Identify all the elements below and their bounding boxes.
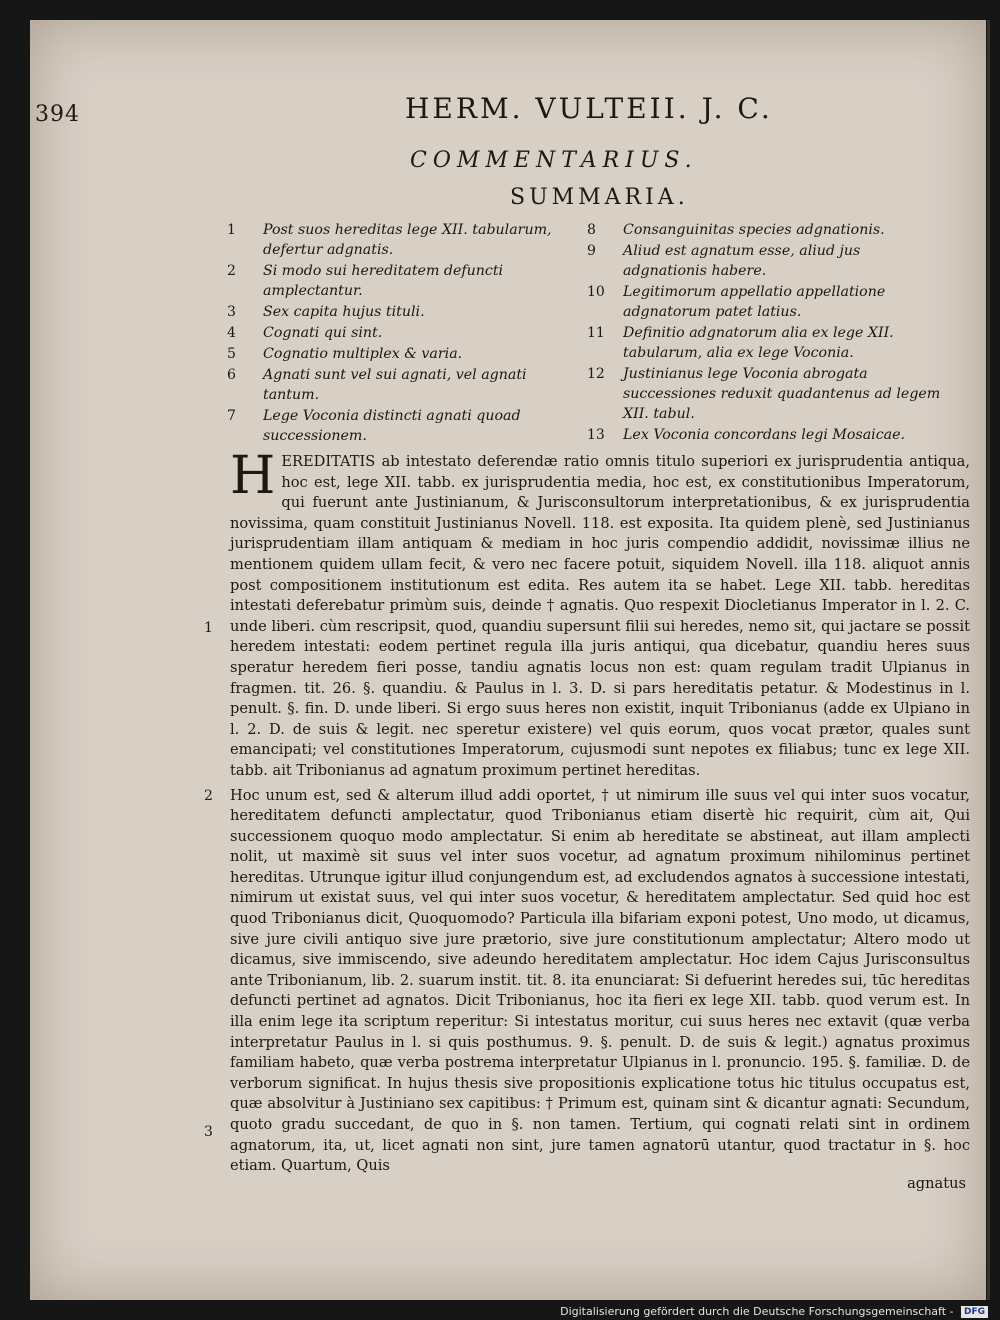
summaria-left-column — [225, 220, 585, 447]
credit-text: Digitalisierung gefördert durch die Deutsche Forschungsgemeinschaft - — [560, 1305, 954, 1318]
summary-item: 3 Sex capita hujus tituli. — [227, 304, 425, 320]
dfg-logo-icon: DFG — [961, 1306, 988, 1318]
page-header — [35, 82, 820, 127]
digitization-credit — [560, 1305, 988, 1318]
summary-item: 2 Si modo sui hereditatem defuncti amplectantur. — [227, 263, 504, 299]
margin-number: 2 — [204, 787, 213, 804]
summary-item: 1 Post suos hereditas lege XII. tabularum, defertur adgnatis. — [227, 222, 552, 258]
summary-item: 6 Agnati sunt vel sui agnati, vel agnati tantum. — [227, 367, 527, 403]
summary-item: 5 Cognatio multiplex & varia. — [227, 346, 463, 362]
paragraph-text: Hoc unum est, sed & alterum illud addi oportet, † ut nimirum ille suus vel qui inter suos vocatur, hereditatem defuncti amplectatur, quod Tribonianus etiam disertè hic requirit, cùm ait, Qui successionem quoquo modo amplectatur. Si enim ab hereditate se abstineat, aut illam amplecti nolit, ut maximè sit suus vel inter suos vocetur, ad agnatum proximum nihilominus pertinet hereditas. Utrunque igitur illud conjungendum est, ad excludendos agnatos à successione intestati, nimirum ut existat suus, vel qui inter suos vocetur, & hereditatem amplectatur. Sed quid hoc est quod Tribonianus dicit, Quoquomodo? Particula illa bifariam exponi potest, Uno modo, ut dicamus, sive jure civili antiquo sive jure prætorio, sive jure constitutionum amplectatur; Altero modo ut dicamus, sive immiscendo, sive adeundo hereditatem amplectatur. Hoc idem Cajus Jurisconsultus ante Tribonianum, lib. 2. suarum instit. tit. 8. ita enunciarat: Si defuerint heredes sui, tūc hereditas defuncti pertinet ad agnatos. Dicit Tribonianus, hoc ita fieri ex lege XII. tabb. quod verum est. In illa enim lege ita scriptum reperitur: Si intestatus moritur, cui suus heres nec extavit (quæ verba interpretatur Paulus in l. si quis posthumus. 9. §. penult. D. de suis & legit.) agnatus proximus familiam habeto, quæ verba postrema interpretatur Ulpianus in l. pronuncio. 195. §. familiæ. D. de verborum significat. In hujus thesis sive propositionis explicatione totus hic titulus occupatus est, quæ absolvitur à Justiniano sex capitibus: † Primum est, quinam sint & dicantur agnati: Secundum, quoto gradu succedant, de quo in §. non tamen. Tertium, qui cognati relati sint in ordinem agnatorum, ita, ut, licet agnati non sint, jure tamen agnatorū utantur, quod tractatur in §. hoc etiam. Quartum, Quis — [230, 786, 970, 1175]
running-head: HERM. VULTEII. J. C. — [405, 92, 773, 125]
summaria-right-column — [585, 220, 945, 446]
summary-item: 7 Lege Voconia distincti agnati quoad successionem. — [227, 408, 521, 444]
summaria-list — [225, 220, 955, 450]
catchword: agnatus — [907, 1175, 966, 1192]
paragraph — [204, 446, 970, 782]
page-number: 394 — [35, 102, 80, 127]
body-text — [204, 446, 970, 1312]
summary-item: 10 Legitimorum appellatio appellatione adgnatorum patet latius. — [587, 284, 886, 320]
summary-item: 8 Consanguinitas species adgnationis. — [587, 222, 885, 238]
paragraph-text: EREDITATIS ab intestato deferendæ ratio omnis titulo superiori ex jurisprudentia antiqua, hoc est, lege XII. tabb. ex jurisprudentia media, hoc est, ex constitutionibus Imperatorum, qui fuerunt ante Justinianum, & Jurisconsultorum interpretationibus, & ex jurisprudentia novissima, quam constituit Justinianus Novell. 118. est exposita. Ita quidem plenè, sed Justinianus jurisprudentiam illam antiquam & mediam in hoc juris compendio addidit, novissimæ illius ne mentionem quidem ullam fecit, & vero nec facere potuit, siquidem Novell. illa 118. aliquot annis post compositionem institutionum est edita. Res autem ita se habet. Lege XII. tabb. hereditas intestati deferebatur primùm suis, deinde † agnatis. Quo respexit Diocletianus Imperator in l. 2. C. unde liberi. cùm rescripsit, quod, quandiu supersunt filii sui heredes, nemo sit, qui jactare se possit heredem intestati: eodem pertinet regula illa juris antiqui, qua dicebatur, quandiu heres suus speratur heredem fieri posse, tandiu agnatis locus non est: quam regulam tradit Ulpianus in fragmen. tit. 26. §. quandiu. & Paulus in l. 3. D. si pars hereditatis petatur. & Modestinus in l. penult. §. fin. D. unde liberi. Si ergo suus heres non existit, inquit Tribonianus (adde ex Ulpiano in l. 2. D. de suis & legit. nec speretur existere) vel quis eorum, quos vocat prætor, quales sunt emancipati; vel constitutiones Imperatorum, cujusmodi sunt nepotes ex filiabus; tunc ex lege XII. tabb. ait Tribonianus ad agnatum proximum pertinet hereditas. — [230, 453, 970, 779]
margin-number: 1 — [204, 620, 213, 636]
drop-cap: H — [230, 446, 276, 506]
summary-item: 4 Cognati qui sint. — [227, 325, 383, 341]
margin-number: 3 — [204, 1123, 213, 1140]
summary-item: 9 Aliud est agnatum esse, aliud jus adgnationis habere. — [587, 243, 861, 279]
summary-title: SUMMARIA. — [510, 185, 689, 210]
summary-item: 11 Definitio adgnatorum alia ex lege XII. tabularum, alia ex lege Voconia. — [587, 325, 894, 361]
paragraph — [204, 786, 970, 1177]
summary-item: 12 Justinianus lege Voconia abrogata successiones reduxit quadantenus ad legem XII. tabul. — [587, 366, 941, 422]
page-content — [30, 20, 986, 1300]
page-edge — [987, 20, 990, 1300]
section-subtitle: COMMENTARIUS. — [410, 148, 698, 173]
summary-item: 13 Lex Voconia concordans legi Mosaicae. — [587, 427, 906, 443]
